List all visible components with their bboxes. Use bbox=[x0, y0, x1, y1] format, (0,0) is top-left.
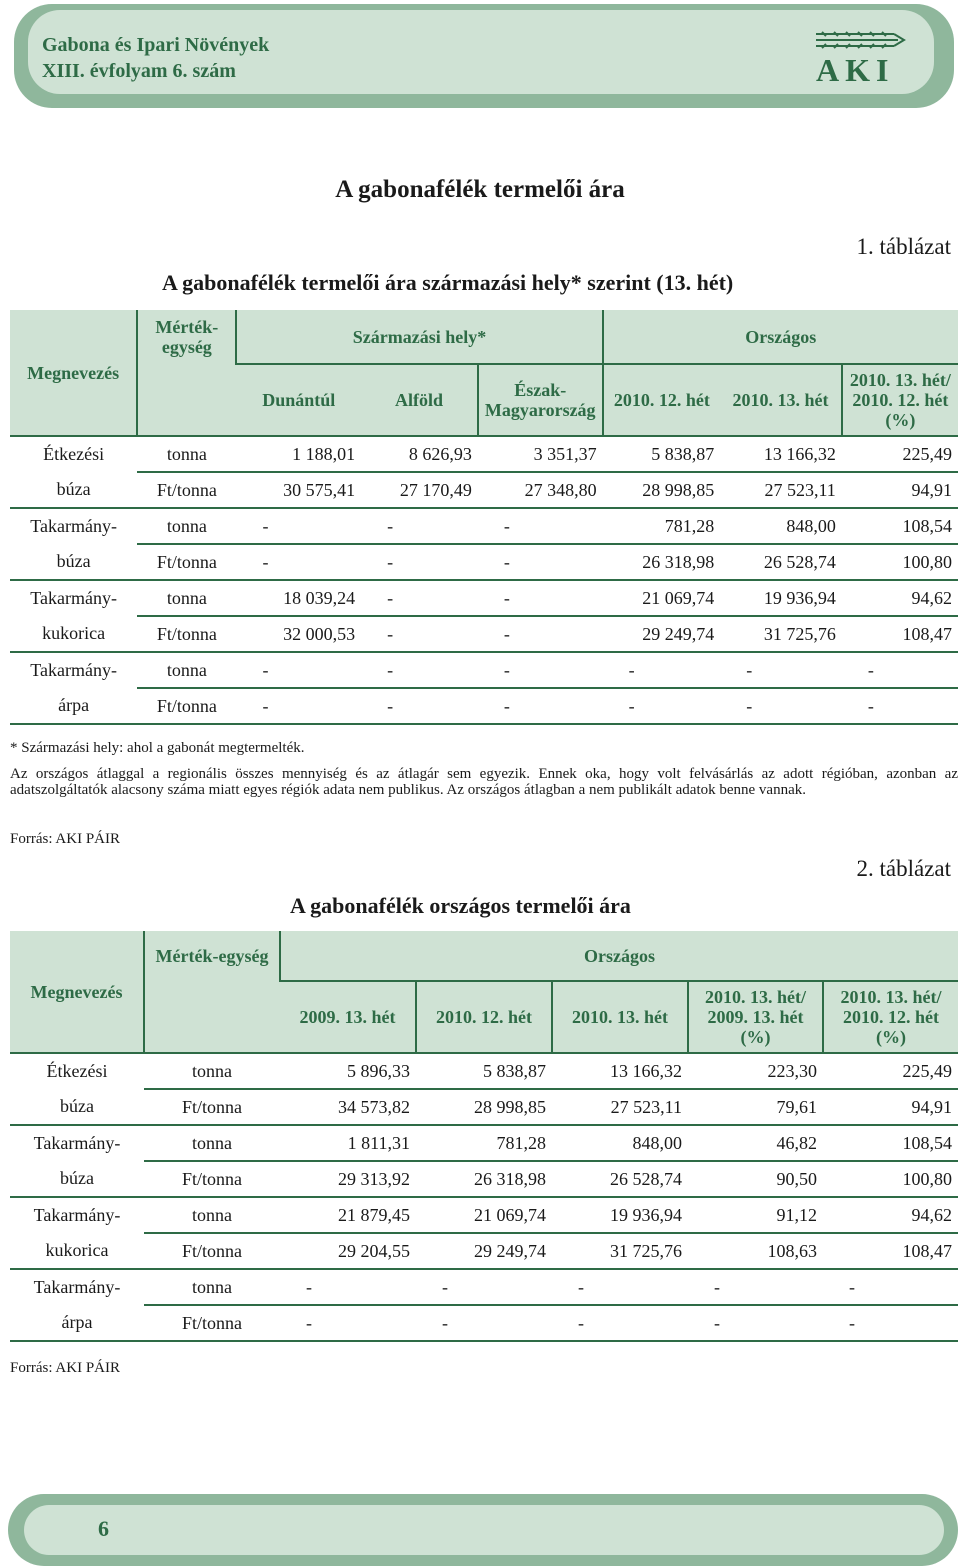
table-cell: 225,49 bbox=[842, 436, 958, 472]
table-row bbox=[10, 1089, 958, 1125]
table-row bbox=[10, 688, 958, 724]
table-row bbox=[10, 1197, 958, 1233]
table-cell: 1 188,01 bbox=[236, 436, 361, 472]
t1-header-national: Országos bbox=[603, 310, 958, 364]
table-cell: 46,82 bbox=[688, 1125, 823, 1161]
table-row bbox=[10, 472, 958, 508]
table-cell: 848,00 bbox=[720, 508, 842, 544]
table-cell: 34 573,82 bbox=[280, 1089, 416, 1125]
table-row bbox=[10, 544, 958, 580]
t2-header-unit-blank bbox=[144, 981, 280, 1053]
row-name: búza bbox=[10, 1089, 144, 1125]
t1-header-dunantul: Dunántúl bbox=[236, 364, 361, 436]
table-cell: - bbox=[823, 1305, 958, 1341]
row-name: kukorica bbox=[10, 616, 137, 652]
t1-header-unit-blank bbox=[137, 364, 236, 436]
table-cell: - bbox=[236, 688, 361, 724]
row-name: búza bbox=[10, 1161, 144, 1197]
row-unit: Ft/tonna bbox=[144, 1305, 280, 1341]
row-unit: Ft/tonna bbox=[144, 1233, 280, 1269]
table-cell: 32 000,53 bbox=[236, 616, 361, 652]
table-cell: 5 838,87 bbox=[603, 436, 721, 472]
table-cell: 91,12 bbox=[688, 1197, 823, 1233]
row-unit: tonna bbox=[144, 1053, 280, 1089]
table-cell: 27 348,80 bbox=[478, 472, 603, 508]
t2-header-w13-2010: 2010. 13. hét bbox=[552, 981, 688, 1053]
table-cell: 108,63 bbox=[688, 1233, 823, 1269]
table-cell: 27 170,49 bbox=[361, 472, 478, 508]
table-cell: - bbox=[552, 1269, 688, 1305]
table-cell: 27 523,11 bbox=[552, 1089, 688, 1125]
table2 bbox=[10, 931, 958, 1342]
table-cell: - bbox=[416, 1269, 552, 1305]
row-unit: tonna bbox=[144, 1197, 280, 1233]
table-cell: 31 725,76 bbox=[552, 1233, 688, 1269]
table-cell: 108,47 bbox=[842, 616, 958, 652]
row-name: árpa bbox=[10, 1305, 144, 1341]
table-cell: 19 936,94 bbox=[552, 1197, 688, 1233]
row-name: Takarmány- bbox=[30, 660, 117, 680]
table-cell: 79,61 bbox=[688, 1089, 823, 1125]
table-cell: - bbox=[361, 508, 478, 544]
t1-header-unit: Mérték-egység bbox=[137, 310, 236, 364]
table-row bbox=[10, 1161, 958, 1197]
table-cell: 21 069,74 bbox=[603, 580, 721, 616]
row-unit: Ft/tonna bbox=[137, 544, 236, 580]
row-name: kukorica bbox=[10, 1233, 144, 1269]
page-title: A gabonafélék termelői ára bbox=[335, 176, 625, 203]
row-name: Takarmány- bbox=[33, 1205, 121, 1225]
t2-header-unit: Mérték-egység bbox=[144, 931, 280, 981]
table-cell: 108,54 bbox=[823, 1125, 958, 1161]
row-unit: Ft/tonna bbox=[144, 1161, 280, 1197]
t2-header-ratio-a: 2010. 13. hét/ 2009. 13. hét (%) bbox=[688, 981, 823, 1053]
table-cell: - bbox=[361, 688, 478, 724]
t2-header-ratio-b: 2010. 13. hét/ 2010. 12. hét (%) bbox=[823, 981, 958, 1053]
table-cell: 1 811,31 bbox=[280, 1125, 416, 1161]
t1-header-eszak: Észak-Magyarország bbox=[478, 364, 603, 436]
table-cell: 26 528,74 bbox=[552, 1161, 688, 1197]
row-unit: tonna bbox=[137, 580, 236, 616]
table-cell: 100,80 bbox=[842, 544, 958, 580]
table-cell: 26 318,98 bbox=[416, 1161, 552, 1197]
table-cell: 13 166,32 bbox=[720, 436, 842, 472]
table-row bbox=[10, 580, 958, 616]
row-name: búza bbox=[10, 472, 137, 508]
table-cell: 28 998,85 bbox=[603, 472, 721, 508]
table-cell: - bbox=[603, 652, 721, 688]
row-name: Takarmány- bbox=[30, 588, 117, 608]
table-cell: - bbox=[842, 652, 958, 688]
table-cell: - bbox=[478, 616, 603, 652]
table-cell: 225,49 bbox=[823, 1053, 958, 1089]
t2-header-name: Megnevezés bbox=[10, 931, 144, 1053]
table-cell: 29 313,92 bbox=[280, 1161, 416, 1197]
table-row bbox=[10, 652, 958, 688]
table-cell: - bbox=[280, 1305, 416, 1341]
table-cell: 94,91 bbox=[823, 1089, 958, 1125]
row-unit: Ft/tonna bbox=[137, 616, 236, 652]
row-name: Étkezési bbox=[46, 1061, 108, 1081]
table-row bbox=[10, 1125, 958, 1161]
t1-header-ratio: 2010. 13. hét/ 2010. 12. hét (%) bbox=[842, 364, 958, 436]
table-cell: 848,00 bbox=[552, 1125, 688, 1161]
table-cell: 5 896,33 bbox=[280, 1053, 416, 1089]
table-cell: 29 249,74 bbox=[416, 1233, 552, 1269]
table-cell: - bbox=[361, 616, 478, 652]
table-cell: 781,28 bbox=[603, 508, 721, 544]
table1-source: Forrás: AKI PÁIR bbox=[10, 831, 121, 847]
t1-header-origin: Származási hely* bbox=[236, 310, 602, 364]
table-cell: - bbox=[688, 1305, 823, 1341]
table-cell: 781,28 bbox=[416, 1125, 552, 1161]
row-name: Takarmány- bbox=[33, 1277, 121, 1297]
table-cell: - bbox=[236, 544, 361, 580]
t2-header-w12-2010: 2010. 12. hét bbox=[416, 981, 552, 1053]
table-cell: - bbox=[361, 652, 478, 688]
table-cell: 223,30 bbox=[688, 1053, 823, 1089]
table1-title: A gabonafélék termelői ára származási hely* szerint (13. hét) bbox=[162, 270, 734, 295]
table-cell: 18 039,24 bbox=[236, 580, 361, 616]
table-cell: 26 528,74 bbox=[720, 544, 842, 580]
row-name: Étkezési bbox=[43, 444, 105, 464]
table-cell: 5 838,87 bbox=[416, 1053, 552, 1089]
journal-name: Gabona és Ipari Növények bbox=[42, 34, 270, 56]
table-cell: 100,80 bbox=[823, 1161, 958, 1197]
row-name: Takarmány- bbox=[33, 1133, 121, 1153]
table-cell: 31 725,76 bbox=[720, 616, 842, 652]
table-row bbox=[10, 1053, 958, 1089]
table-cell: - bbox=[478, 688, 603, 724]
row-unit: tonna bbox=[144, 1125, 280, 1161]
table-cell: 19 936,94 bbox=[720, 580, 842, 616]
table-cell: 3 351,37 bbox=[478, 436, 603, 472]
t1-header-name: Megnevezés bbox=[10, 310, 137, 436]
journal-title bbox=[42, 32, 269, 84]
table1-paragraph: Az országos átlaggal a regionális összes mennyiség és az átlagár sem egyezik. Ennek oka, hogy volt felvásárlás az adott régióban, azonban az adatszolgáltatók alacsony száma miatt egyes régiók adata nem publikus. Az országos átlagban a nem publikált adatok benne vannak. bbox=[10, 766, 958, 798]
table2-title: A gabonafélék országos termelői ára bbox=[290, 893, 631, 918]
t2-header-w13-2009: 2009. 13. hét bbox=[280, 981, 416, 1053]
row-name: árpa bbox=[10, 688, 137, 724]
table-row bbox=[10, 1269, 958, 1305]
row-unit: tonna bbox=[137, 508, 236, 544]
table-cell: - bbox=[603, 688, 721, 724]
table-cell: 90,50 bbox=[688, 1161, 823, 1197]
t1-header-alfold: Alföld bbox=[361, 364, 478, 436]
table-cell: 8 626,93 bbox=[361, 436, 478, 472]
table-cell: 94,62 bbox=[823, 1197, 958, 1233]
table-cell: 29 249,74 bbox=[603, 616, 721, 652]
table1 bbox=[10, 310, 958, 725]
table-row bbox=[10, 508, 958, 544]
table-cell: - bbox=[361, 580, 478, 616]
table-cell: - bbox=[478, 580, 603, 616]
table-cell: 108,54 bbox=[842, 508, 958, 544]
logo-text: AKI bbox=[816, 52, 895, 88]
table-cell: 94,91 bbox=[842, 472, 958, 508]
row-unit: tonna bbox=[137, 436, 236, 472]
table-row bbox=[10, 436, 958, 472]
table-cell: - bbox=[478, 508, 603, 544]
table-cell: 30 575,41 bbox=[236, 472, 361, 508]
table-row bbox=[10, 616, 958, 652]
table-cell: - bbox=[842, 688, 958, 724]
table-cell: 13 166,32 bbox=[552, 1053, 688, 1089]
footer-banner bbox=[24, 1505, 944, 1555]
table-cell: - bbox=[823, 1269, 958, 1305]
table-cell: - bbox=[552, 1305, 688, 1341]
page-number: 6 bbox=[98, 1516, 109, 1541]
table-row bbox=[10, 1305, 958, 1341]
t2-header-national: Országos bbox=[280, 931, 958, 981]
t1-header-w13: 2010. 13. hét bbox=[720, 364, 842, 436]
row-unit: Ft/tonna bbox=[137, 688, 236, 724]
table-cell: 108,47 bbox=[823, 1233, 958, 1269]
t1-header-w12: 2010. 12. hét bbox=[603, 364, 721, 436]
table-cell: 94,62 bbox=[842, 580, 958, 616]
table1-number: 1. táblázat bbox=[856, 234, 951, 259]
table-cell: - bbox=[236, 508, 361, 544]
table-cell: 26 318,98 bbox=[603, 544, 721, 580]
table-cell: - bbox=[236, 652, 361, 688]
table-row bbox=[10, 1233, 958, 1269]
table1-footnote: * Származási hely: ahol a gabonát megtermelték. bbox=[10, 740, 305, 756]
row-unit: Ft/tonna bbox=[144, 1089, 280, 1125]
table-cell: 27 523,11 bbox=[720, 472, 842, 508]
row-name: Takarmány- bbox=[30, 516, 117, 536]
row-unit: tonna bbox=[144, 1269, 280, 1305]
row-unit: Ft/tonna bbox=[137, 472, 236, 508]
table2-source: Forrás: AKI PÁIR bbox=[10, 1360, 121, 1376]
table-cell: - bbox=[416, 1305, 552, 1341]
table-cell: 29 204,55 bbox=[280, 1233, 416, 1269]
table-cell: - bbox=[361, 544, 478, 580]
journal-issue: XIII. évfolyam 6. szám bbox=[42, 60, 236, 82]
table-cell: - bbox=[280, 1269, 416, 1305]
table-cell: - bbox=[720, 652, 842, 688]
table2-number: 2. táblázat bbox=[856, 856, 951, 881]
table-cell: - bbox=[720, 688, 842, 724]
table-cell: - bbox=[478, 544, 603, 580]
table-cell: 28 998,85 bbox=[416, 1089, 552, 1125]
row-name: búza bbox=[10, 544, 137, 580]
row-unit: tonna bbox=[137, 652, 236, 688]
table-cell: - bbox=[478, 652, 603, 688]
table-cell: - bbox=[688, 1269, 823, 1305]
table-cell: 21 879,45 bbox=[280, 1197, 416, 1233]
table-cell: 21 069,74 bbox=[416, 1197, 552, 1233]
